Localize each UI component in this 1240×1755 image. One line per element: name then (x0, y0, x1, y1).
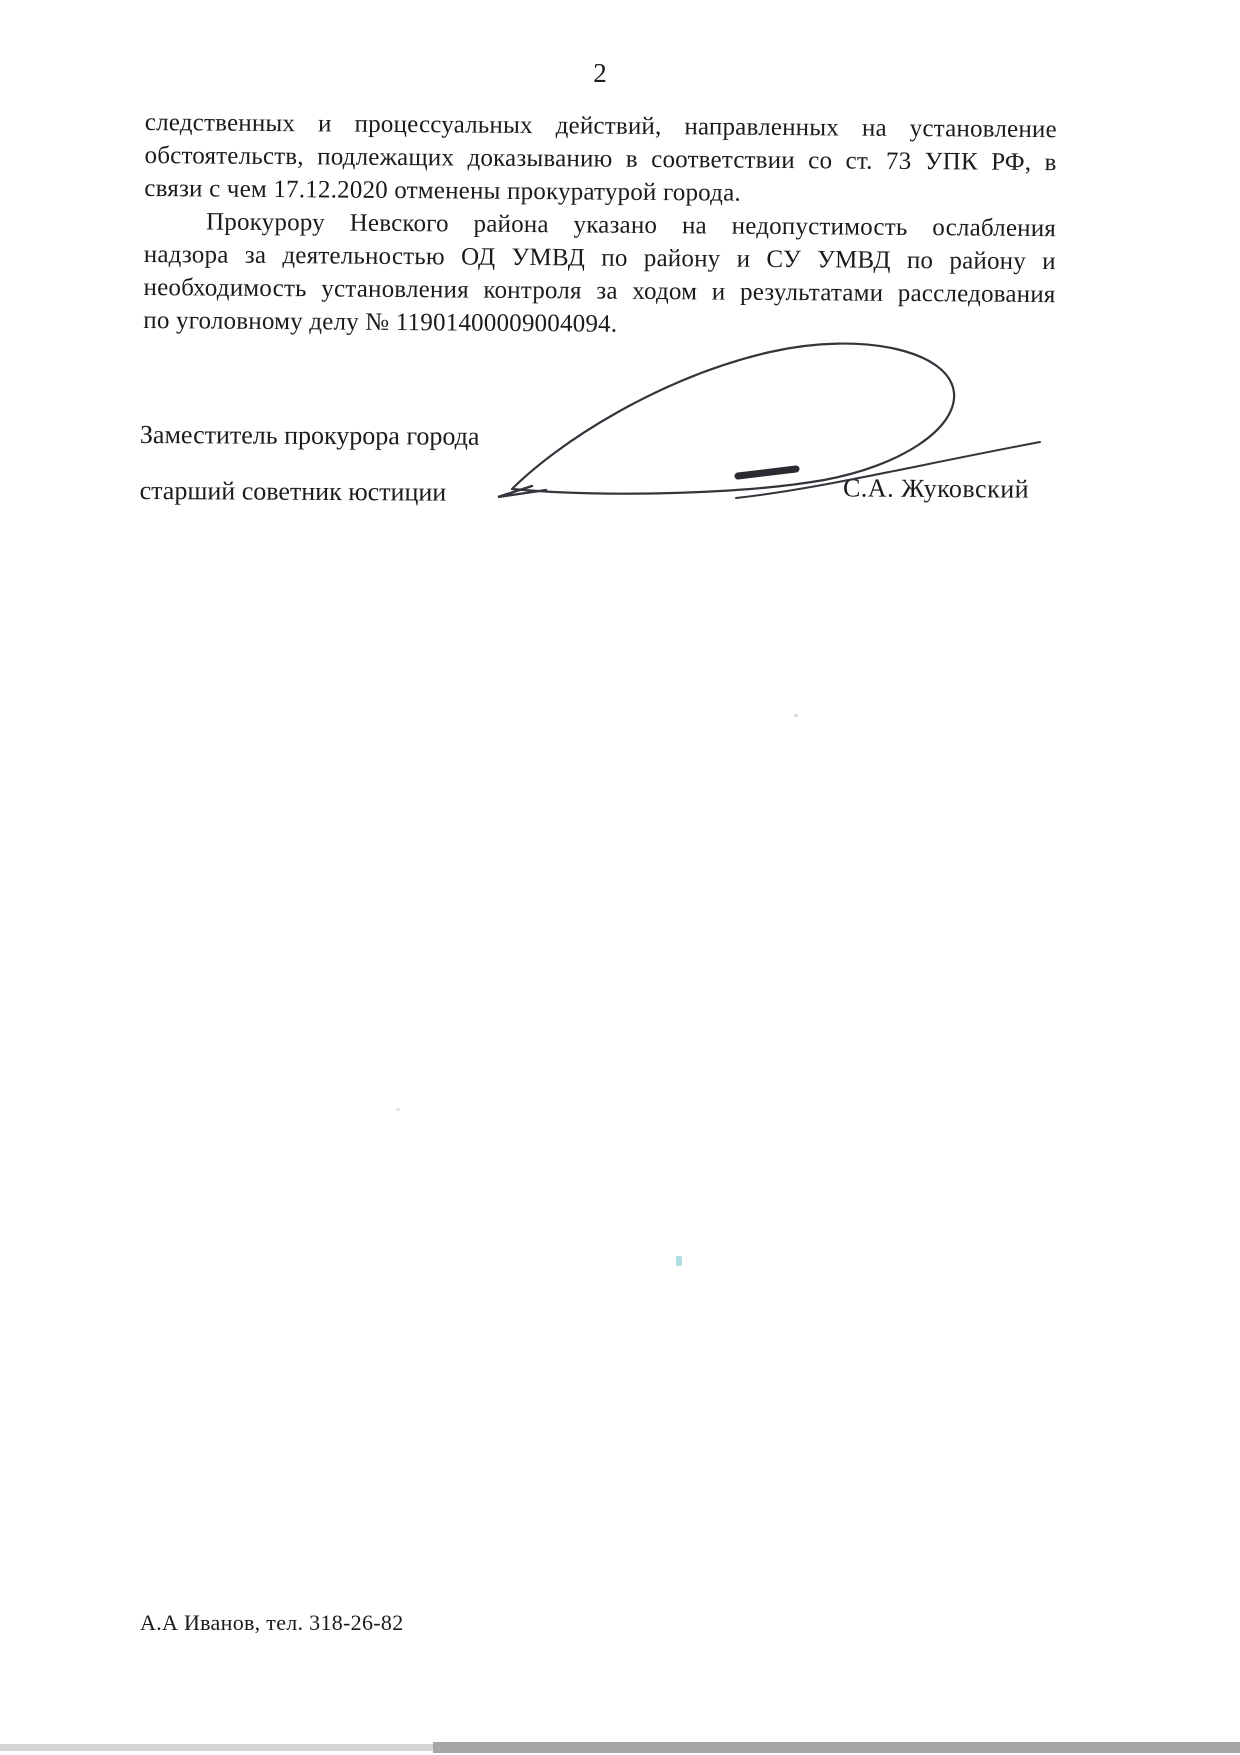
page-number: 2 (593, 58, 607, 88)
paragraph2-line: необходимость установления контроля за ходом и результатами расследования (143, 273, 1056, 309)
handwritten-signature (488, 333, 1050, 513)
scanner-edge-band-left (0, 1744, 433, 1751)
signature-title-block (140, 420, 480, 508)
scan-speck (794, 714, 798, 717)
signer-position-line1: Заместитель прокурора города (139, 420, 480, 451)
signer-name: С.А. Жуковский (842, 473, 1030, 504)
scan-artifact-teal (676, 1256, 682, 1266)
scanner-edge-band-right (433, 1742, 1240, 1753)
paragraph2-line: Прокурору Невского района указано на недопустимость ослабления (205, 208, 1057, 243)
paragraph1-line: следственных и процессуальных действий, направленных на установление (144, 108, 1057, 144)
scan-speck (396, 1108, 400, 1111)
paragraph2-line: надзора за деятельностью ОД УМВД по району и СУ УМВД по району и (143, 240, 1056, 276)
paragraph1-line: связи с чем 17.12.2020 отменены прокуратурой города. (144, 174, 741, 207)
document-body (143, 106, 1057, 344)
executor-contact-note: А.А Иванов, тел. 318-26-82 (140, 1610, 404, 1635)
paragraph1-line: обстоятельств, подлежащих доказыванию в соответствии со ст. 73 УПК РФ, в (144, 141, 1057, 177)
signer-position-line2: старший советник юстиции (139, 475, 447, 507)
paragraph2-line: по уголовному делу № 11901400009004094. (143, 306, 618, 338)
